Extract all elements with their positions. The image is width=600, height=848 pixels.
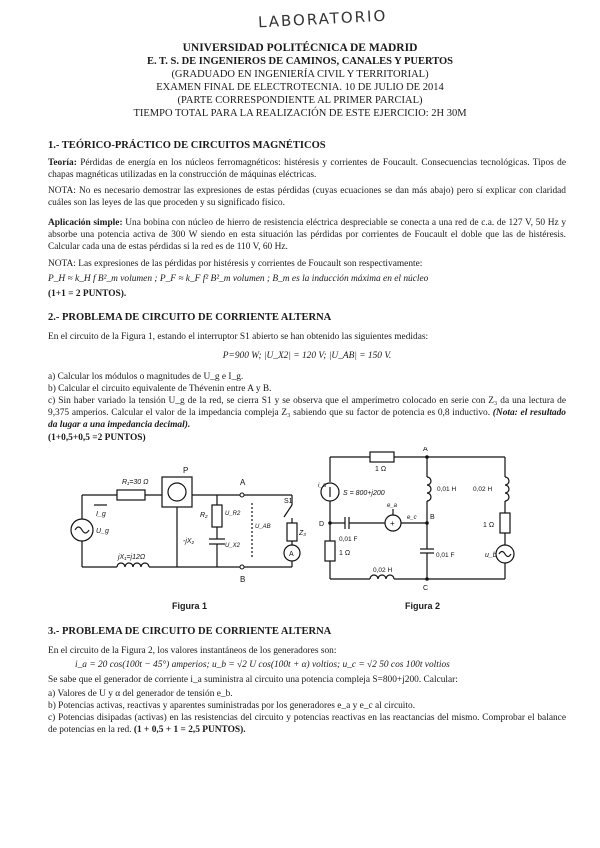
section3-item-a: a) Valores de U y α del generador de tensión e_b. [48,689,233,699]
label-ub: u_b [485,552,497,559]
label-r-right: 1 Ω [483,522,495,529]
section3-intro: En el circuito de la Figura 2, los valores instantáneos de los generadores son: [48,646,337,656]
item-c-note: (Nota: el resultado da lugar a una impedancia decimal). [48,408,566,430]
label-b: B [240,575,246,584]
label-cap1: 0,01 F [339,536,358,543]
label-plus: + [390,519,395,528]
node-c [425,577,429,581]
label-l3: 0,02 H [373,567,393,574]
section1-application [48,217,566,253]
section1-points: (1+1 = 2 PUNTOS). [48,289,127,299]
resistor-r1 [117,490,145,500]
exam-header [0,42,600,120]
label-c: C [423,585,429,592]
label-b: B [430,514,435,521]
degree-name: (GRADUADO EN INGENIERÍA CIVIL Y TERRITORIAL) [171,69,429,80]
node-b [425,521,429,525]
section1-formula: P_H ≈ k_H f B²_m volumen ; P_F ≈ k_F f² B²_m volumen ; B_m es la inducción máxima en el núcleo [48,274,429,284]
section2-measures: P=900 W; |U_X2| = 120 V; |U_AB| = 150 V. [222,351,392,361]
wattmeter-coil [168,483,186,501]
resistor-top [370,452,394,462]
label-p: P [183,466,189,475]
wattmeter [162,477,192,507]
section1-note2: NOTA: Las expresiones de las pérdidas por histéresis y corrientes de Foucault son respectivamente: [48,259,423,269]
school-name: E. T. S. DE INGENIEROS DE CAMINOS, CANALES Y PUERTOS [146,56,454,67]
label-l1: 0,01 H [437,486,457,493]
label-ia: i_a [318,483,327,489]
resistor-right [500,513,510,533]
node-a [425,455,429,459]
application-label: Aplicación simple: [48,218,123,228]
section1-theory [48,157,566,181]
section3-title: 3.- PROBLEMA DE CIRCUITO DE CORRIENTE ALTERNA [48,626,332,637]
label-r-top: 1 Ω [375,466,387,473]
inductor-x1 [117,563,149,567]
label-x2: -jX₂ [183,538,195,545]
label-r2: R₂ [200,512,208,519]
label-s1: S1 [284,498,293,505]
resistor-r2 [212,505,222,527]
figure2-caption: Figura 2 [405,601,441,611]
label-z3: Z₃ [299,530,307,537]
section1-title: 1.- TEÓRICO-PRÁCTICO DE CIRCUITOS MAGNÉTICOS [48,140,326,151]
label-ammeter: A [289,551,294,558]
label-ec: e_c [407,515,417,521]
theory-label: Teoría: [48,158,77,168]
label-s: S = 800+j200 [343,490,385,497]
label-a: A [423,447,428,453]
resistor-left [325,541,335,561]
university-name: UNIVERSIDAD POLITÉCNICA DE MADRID [182,42,418,54]
exam-part: (PARTE CORRESPONDIENTE AL PRIMER PARCIAL) [177,95,423,106]
label-ur2: U_R2 [225,511,241,517]
section3-known: Se sabe que el generador de corriente i_a suministra al circuito una potencia compleja S=800+j200. Calcular: [48,675,458,685]
section2-title: 2.- PROBLEMA DE CIRCUITO DE CORRIENTE ALTERNA [48,312,332,323]
section3-points: (1 + 0,5 + 1 = 2,5 PUNTOS). [133,725,246,735]
label-l2: 0,02 H [473,486,493,493]
section2-intro: En el circuito de la Figura 1, estando el interruptor S1 abierto se han obtenido las siguientes medidas: [48,332,429,342]
label-x1: jX₁=j12Ω [118,554,146,561]
application-text: Una bobina con núcleo de hierro de resistencia eléctrica despreciable se conecta a una red de c.a. de 127 V, 50 Hz y absorbe una potencia activa de 300 W siendo en esta situación las pérdidas por corrientes de Foucault el doble que las de histéresis. Calcular cada una de estas pérdidas si la red es de 110 V, 60 Hz. [48,218,567,252]
ac-icon [499,552,511,557]
exam-time: TIEMPO TOTAL PARA LA REALIZACIÓN DE ESTE EJERCICIO: 2H 30M [133,108,467,119]
item-c-text: c) Potencias disipadas (activas) en las resistencias del circuito y potencias reactivas en las reactancias del mismo. Comprobar el balance de potencias en la red. [48,713,566,735]
section2-item-b: b) Calcular el circuito equivalente de Thévenin entre A y B. [48,384,272,394]
section3-sources: i_a = 20 cos(100t − 45°) amperios; u_b = √2 U cos(100t + α) voltios; u_c = √2 50 cos 100t voltios [75,660,450,670]
label-cap2: 0,01 F [436,552,455,559]
section1-note1: NOTA: No es necesario demostrar las expresiones de estas pérdidas (cuyas ecuaciones se dan más abajo) pero sí explicar con claridad cuáles son las leyes de las que proceden y su significado físico. [48,186,566,208]
figure2-circuit [315,447,525,595]
terminal-b [240,565,244,569]
label-ux2: U_X2 [225,543,241,549]
ac-icon [75,527,89,533]
impedance-z3 [287,523,297,541]
item-c-text: c) Sin haber variado la tensión U_g de la red, se cierra S1 y se observa que el amperímetro colocado en serie con Z₃ da una lectura de 9,375 amperios. Calcular el valor de la impedancia compleja Z₃ sabiendo que su factor de potencia es 0,8 inductivo. [48,396,566,418]
label-d: D [319,521,325,528]
theory-text: Pérdidas de energía en los núcleos ferromagnéticos: histéresis y corrientes de Foucault. Consecuencias tecnológicas. Tipos de chapas magnéticas utilizadas en la construcción de máquinas eléctricas. [48,158,567,180]
label-r-left: 1 Ω [339,550,351,557]
inductor-l1 [427,477,431,501]
section2-points: (1+0,5+0,5 =2 PUNTOS) [48,433,146,443]
label-ea: e_a [387,503,398,509]
section2-item-c [48,395,566,431]
node-d [328,521,332,525]
label-a: A [240,478,246,487]
section3-item-b: b) Potencias activas, reactivas y aparentes suministradas por los generadores e_a y e_c al circuito. [48,701,416,711]
switch-s1 [284,505,292,517]
handwritten-note: LABORATORIO [257,6,388,32]
label-ug: U_g [96,528,109,535]
inductor-l3 [370,575,394,579]
inductor-l2 [505,477,509,501]
section2-item-a: a) Calcular los módulos o magnitudes de U_g e I_g. [48,372,244,382]
label-r1: R₁=30 Ω [122,479,149,486]
figure1-caption: Figura 1 [172,601,208,611]
label-uab: U_AB [255,524,271,530]
label-ig: I_g [96,511,106,518]
exam-title: EXAMEN FINAL DE ELECTROTECNIA. 10 DE JULIO DE 2014 [156,82,444,93]
terminal-a [240,493,244,497]
figure1-circuit [62,455,312,590]
section3-item-c [48,712,566,736]
